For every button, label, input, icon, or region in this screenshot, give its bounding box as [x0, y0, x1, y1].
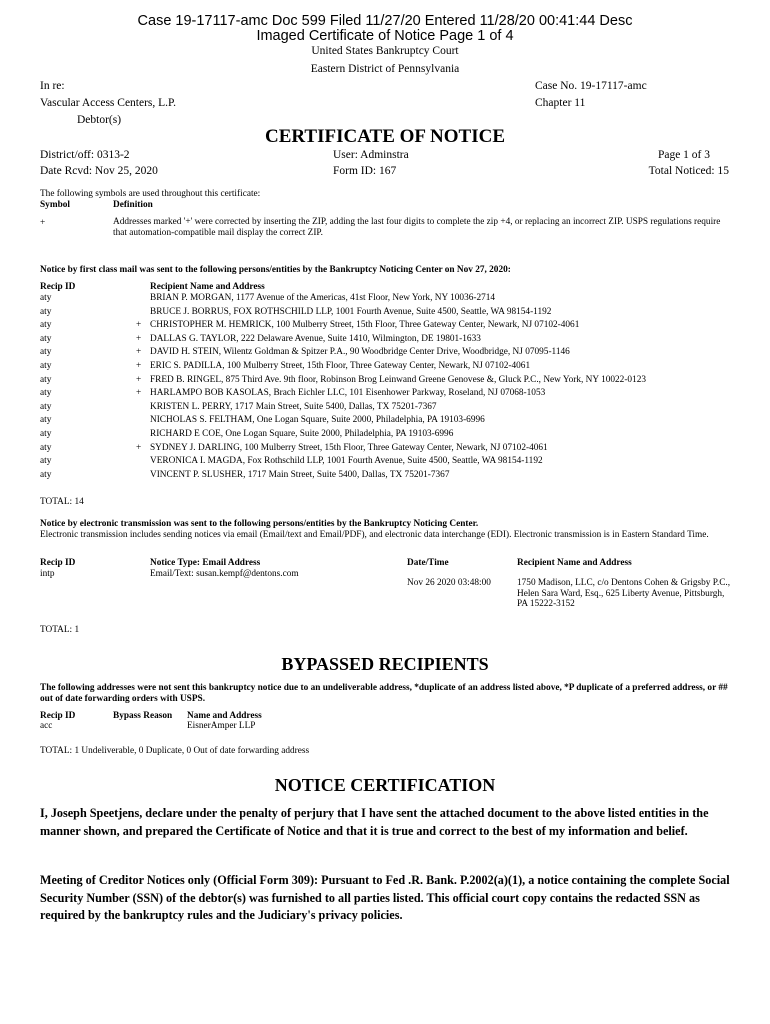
recipient-address: RICHARD E COE, One Logan Square, Suite 2000, Philadelphia, PA 19103-6996 [150, 429, 454, 439]
recip-id: aty [40, 456, 52, 467]
symbol-plus: + [40, 218, 46, 228]
list-item [0, 402, 770, 416]
recip-id: aty [40, 306, 52, 317]
recip-id: aty [40, 361, 52, 371]
zip-corrected-mark: + [136, 361, 142, 371]
electronic-subtext: Electronic transmission includes sending notices via email (Email/text and Email/PDF), and electronic data interchange (EDI). Electronic transmission is in Eastern Standard Time. [40, 530, 709, 540]
first-class-total: TOTAL: 14 [40, 497, 84, 507]
page-number: Page 1 of 3 [657, 149, 710, 161]
recipient-address: SYDNEY J. DARLING, 100 Mulberry Street, 15th Floor, Three Gateway Center, Newark, NJ 07102-4061 [150, 442, 548, 453]
recip-id: aty [40, 333, 52, 344]
recipient-address: VINCENT P. SLUSHER, 1717 Main Street, Suite 5400, Dallas, TX 75201-7367 [150, 469, 450, 480]
bypassed-name: EisnerAmper LLP [187, 721, 256, 731]
electronic-recip-id-header: Recip ID [40, 558, 76, 568]
electronic-recipient-address: 1750 Madison, LLC, c/o Dentons Cohen & Grigsby P.C., Helen Sara Ward, Esq., 625 Liberty Avenue, Pittsburgh, PA 15222-3152 [517, 578, 731, 610]
district-office: District/off: 0313-2 [40, 149, 130, 161]
debtor-name: Vascular Access Centers, L.P. [40, 97, 177, 109]
notice-type-header: Notice Type: Email Address [150, 558, 261, 568]
form-id: Form ID: 167 [333, 165, 397, 177]
list-item [0, 456, 770, 470]
recip-id: aty [40, 442, 52, 453]
recipient-address: VERONICA I. MAGDA, Fox Rothschild LLP, 1001 Fourth Avenue, Suite 4500, Seattle, WA 98154-1192 [150, 456, 543, 467]
recipient-address: DAVID H. STEIN, Wilentz Goldman & Spitzer P.A., 90 Woodbridge Center Drive, Woodbridge, NJ 07095-1146 [150, 347, 570, 358]
in-re-label: In re: [40, 80, 65, 92]
list-item [0, 375, 770, 389]
transmission-datetime: Nov 26 2020 03:48:00 [407, 578, 491, 588]
court-district: Eastern District of Pennsylvania [310, 63, 460, 75]
recipient-address: CHRISTOPHER M. HEMRICK, 100 Mulberry Street, 15th Floor, Three Gateway Center, Newark, NJ 07102-4061 [150, 320, 580, 331]
bypassed-recip-id: acc [40, 721, 53, 731]
list-item [0, 320, 770, 334]
recip-id: aty [40, 429, 52, 439]
recipient-address: FRED B. RINGEL, 875 Third Ave. 9th floor, Robinson Brog Leinwand Greene Genovese &, Gluck P.C., New York, NY 10022-0123 [150, 374, 647, 385]
recipient-address: KRISTEN L. PERRY, 1717 Main Street, Suite 5400, Dallas, TX 75201-7367 [150, 401, 437, 412]
recip-id: aty [40, 415, 52, 426]
recipient-address: BRUCE J. BORRUS, FOX ROTHSCHILD LLP, 1001 Fourth Avenue, Suite 4500, Seattle, WA 98154-1192 [150, 306, 552, 317]
recipient-address: DALLAS G. TAYLOR, 222 Delaware Avenue, Suite 1410, Wilmington, DE 19801-1633 [150, 333, 481, 344]
list-item [0, 415, 770, 429]
list-item [0, 443, 770, 457]
list-item [0, 388, 770, 402]
recip-id: aty [40, 469, 52, 480]
electronic-recipient-header: Recipient Name and Address [517, 558, 632, 568]
total-noticed: Total Noticed: 15 [648, 165, 729, 177]
court-name: United States Bankruptcy Court [311, 45, 459, 57]
recip-id: aty [40, 388, 52, 399]
symbol-definition: Addresses marked '+' were corrected by inserting the ZIP, adding the last four digits to complete the zip +4, or replacing an incorrect ZIP. USPS regulations require that automation-compatible mail display the correct ZIP. [113, 217, 721, 238]
page-title: CERTIFICATE OF NOTICE [264, 126, 506, 147]
recip-id: aty [40, 374, 52, 385]
list-item [0, 429, 770, 443]
case-header-subline: Imaged Certificate of Notice Page 1 of 4 [256, 28, 514, 44]
recip-id: aty [40, 293, 52, 303]
bypassed-recip-id-header: Recip ID [40, 711, 76, 721]
zip-corrected-mark: + [136, 374, 142, 385]
list-item [0, 361, 770, 375]
symbol-col-header: Symbol [40, 200, 70, 210]
first-class-heading: Notice by first class mail was sent to the following persons/entities by the Bankruptcy Noticing Center on Nov 27, 2020: [40, 265, 511, 275]
debtor-label: Debtor(s) [77, 114, 122, 126]
recipient-col-header: Recipient Name and Address [150, 282, 265, 292]
case-number: Case No. 19-17117-amc [535, 80, 647, 92]
list-item [0, 307, 770, 321]
recipient-address: HARLAMPO BOB KASOLAS, Brach Eichler LLC, 101 Eisenhower Parkway, Roseland, NJ 07068-1053 [150, 388, 546, 399]
case-header-line: Case 19-17117-amc Doc 599 Filed 11/27/20 Entered 11/28/20 00:41:44 Desc [137, 13, 633, 29]
user: User: Adminstra [333, 149, 409, 161]
recipient-address: BRIAN P. MORGAN, 1177 Avenue of the Americas, 41st Floor, New York, NY 10036-2714 [150, 293, 496, 303]
zip-corrected-mark: + [136, 333, 142, 344]
bypass-reason-header: Bypass Reason [113, 711, 173, 721]
certification-title: NOTICE CERTIFICATION [274, 775, 496, 795]
list-item [0, 347, 770, 361]
zip-corrected-mark: + [136, 442, 142, 453]
chapter: Chapter 11 [535, 97, 586, 109]
email-address: Email/Text: susan.kempf@dentons.com [150, 569, 299, 579]
electronic-heading: Notice by electronic transmission was sent to the following persons/entities by the Bankruptcy Noticing Center. [40, 519, 479, 529]
certification-ssn-note: Meeting of Creditor Notices only (Official Form 309): Pursuant to Fed .R. Bank. P.2002(a)(1), a notice containing the complete Social Security Number (SSN) of the debtor(s) was furnished to all parties listed. This official court copy contains the redacted SSN as required by the bankruptcy rules and the Judiciary's privacy policies. [40, 873, 730, 922]
list-item [0, 293, 770, 307]
recip-id-col-header: Recip ID [40, 282, 76, 292]
list-item [0, 470, 770, 484]
electronic-total: TOTAL: 1 [40, 625, 80, 635]
recipient-address: ERIC S. PADILLA, 100 Mulberry Street, 15th Floor, Three Gateway Center, Newark, NJ 07102-4061 [150, 361, 531, 371]
date-time-header: Date/Time [407, 558, 449, 568]
recipient-address: NICHOLAS S. FELTHAM, One Logan Square, Suite 2000, Philadelphia, PA 19103-6996 [150, 415, 485, 426]
electronic-recip-id: intp [40, 569, 55, 579]
recip-id: aty [40, 347, 52, 358]
certification-declaration: I, Joseph Speetjens, declare under the penalty of perjury that I have sent the attached document to the above listed entities in the manner shown, and prepared the Certificate of Notice and that it is true and correct to the best of my information and belief. [40, 806, 709, 838]
zip-corrected-mark: + [136, 388, 142, 399]
recip-id: aty [40, 320, 52, 331]
symbols-intro: The following symbols are used throughout this certificate: [40, 189, 261, 199]
zip-corrected-mark: + [136, 320, 142, 331]
bypassed-total: TOTAL: 1 Undeliverable, 0 Duplicate, 0 Out of date forwarding address [40, 746, 310, 756]
zip-corrected-mark: + [136, 347, 142, 358]
date-received: Date Rcvd: Nov 25, 2020 [40, 165, 158, 177]
recip-id: aty [40, 401, 52, 412]
bypassed-intro: The following addresses were not sent this bankruptcy notice due to an undeliverable address, *duplicate of an address listed above, *P duplicate of a preferred address, or ## out of date forwarding orders with USPS. [40, 683, 728, 704]
bypassed-title: BYPASSED RECIPIENTS [281, 654, 489, 674]
definition-col-header: Definition [113, 200, 153, 210]
list-item [0, 334, 770, 348]
bypassed-name-header: Name and Address [187, 711, 262, 721]
